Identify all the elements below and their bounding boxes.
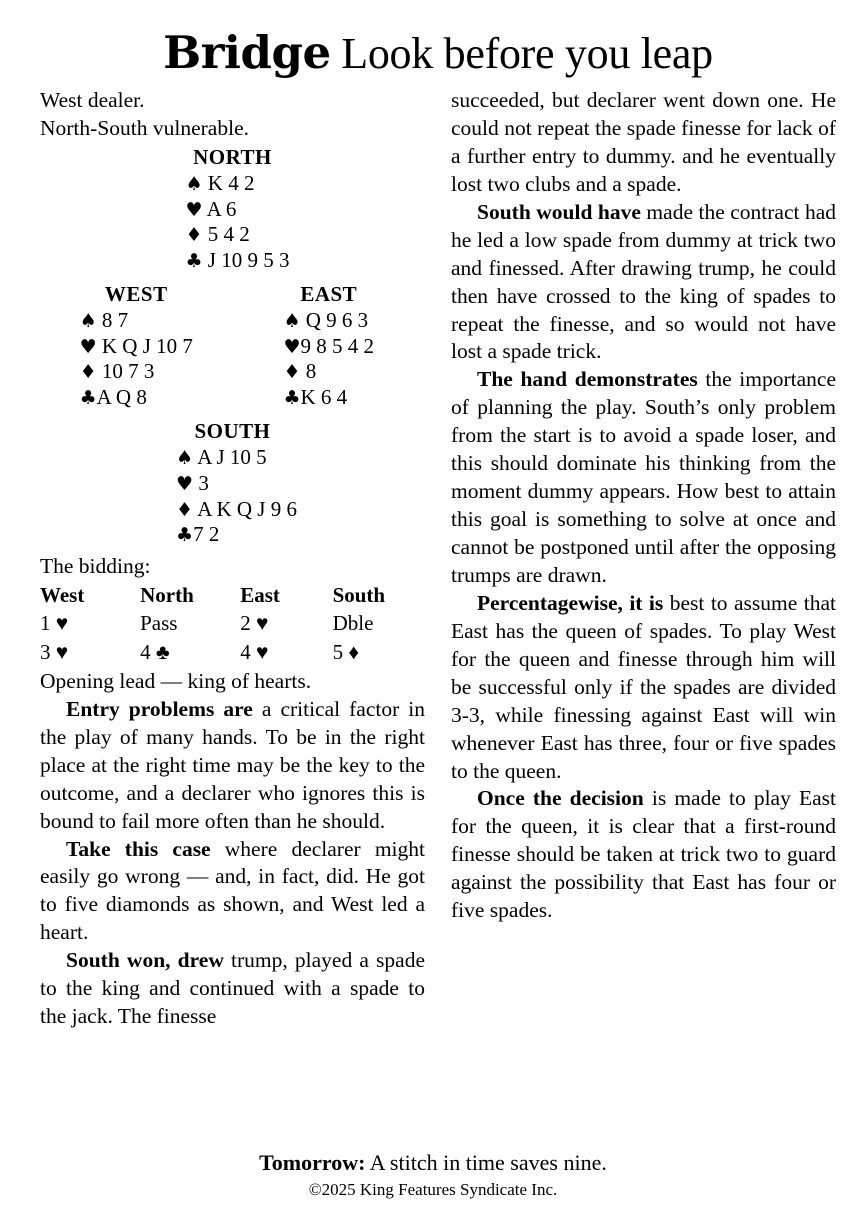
south-hand-block (40, 418, 425, 549)
east-spades-row (283, 308, 374, 334)
spade-icon: ♠ (283, 310, 301, 333)
west-spades-row (80, 308, 193, 334)
paragraph-text: trump, played a spade to the king and continued with a spade to the jack. The finesse (40, 948, 425, 1029)
bid-r1-c1: 4 ♣ (140, 639, 170, 664)
west-spades: 8 7 (101, 308, 129, 333)
bid-r1-c2: 4 ♥ (240, 639, 269, 664)
east-hearts-row (283, 334, 374, 360)
west-clubs: A Q 8 (96, 385, 147, 410)
paragraph-text: succeeded, but declarer went down one. He could not repeat the spade finesse for lack of a further entry to dummy. and he eventually lost two clubs and a spade. (451, 88, 836, 196)
heart-icon: ♥ (185, 198, 203, 221)
bid-r0-c0: 1 ♥ (40, 611, 69, 636)
vulnerability-line: North-South vulnerable. (40, 115, 249, 140)
north-hearts-row (186, 197, 290, 223)
paragraph (40, 696, 425, 836)
south-spades-row (176, 445, 297, 471)
south-clubs: 7 2 (193, 522, 220, 547)
east-clubs: K 6 4 (300, 385, 348, 410)
left-column (40, 87, 425, 1031)
footer (0, 1150, 866, 1200)
paragraph (451, 590, 836, 786)
paragraph (40, 836, 425, 948)
paragraph-text: is made to play East for the queen, it is clear that a first-round finesse should be taken at trick two to guard against the possibility that East has four or five spades. (451, 786, 836, 923)
west-diamonds: 10 7 3 (101, 359, 155, 384)
copyright: ©2025 King Features Syndicate Inc. (308, 1180, 558, 1199)
club-icon: ♣ (283, 387, 301, 410)
bidding-intro: The bidding: (40, 554, 151, 579)
bid-r0-c3: Dble (332, 611, 374, 636)
club-icon: ♣ (79, 387, 97, 410)
paragraph (451, 366, 836, 590)
tomorrow-label: Tomorrow: (259, 1150, 366, 1175)
opening-lead: Opening lead — king of hearts. (40, 668, 312, 693)
west-diamonds-row (80, 359, 193, 385)
east-hand (283, 308, 374, 410)
north-spades-row (186, 171, 290, 197)
diamond-icon: ♦ (283, 361, 301, 384)
south-spades: A J 10 5 (197, 445, 267, 470)
paragraph-lead: South won, drew (66, 948, 224, 973)
paragraph-lead: The hand demonstrates (477, 367, 698, 392)
bidding-header-north: North (140, 583, 194, 607)
paragraph-text: made the contract had he led a low spade from dummy at trick two and finessed. After drawing trump, he could then have crossed to the king of spades to repeat the finesse, and so would not have lost a spade trick. (451, 199, 836, 364)
spade-icon: ♠ (79, 310, 97, 333)
paragraph-lead: Once the decision (477, 786, 644, 811)
west-hearts-row (80, 334, 193, 360)
east-diamonds: 8 (305, 359, 317, 384)
west-hearts: K Q J 10 7 (101, 333, 193, 358)
north-hand-block (40, 144, 425, 275)
bidding-table (40, 582, 425, 667)
spade-icon: ♠ (185, 173, 203, 196)
paragraph-lead: Entry problems are (66, 696, 253, 721)
south-diamonds: A K Q J 9 6 (197, 496, 297, 521)
heart-icon: ♥ (176, 472, 194, 495)
bidding-header-south: South (332, 583, 386, 607)
heart-icon: ♥ (79, 335, 97, 358)
east-label: EAST (300, 281, 358, 306)
club-icon: ♣ (176, 524, 194, 547)
east-hand-block (233, 281, 426, 412)
paragraph-text: the importance of planning the play. South’s only problem from the start is to avoid a spade loser, and this should dominate his thinking from the moment dummy appears. How best to attain this goal is something to solve at once and cannot be postponed until after the opposing trumps are drawn. (451, 367, 836, 587)
bidding-header-west: West (40, 583, 85, 607)
tomorrow-line (0, 1150, 866, 1176)
west-label: WEST (104, 281, 168, 306)
club-icon: ♣ (185, 250, 203, 272)
paragraph-lead: South would have (477, 199, 641, 224)
paragraph (451, 87, 836, 199)
east-clubs-row (283, 385, 374, 411)
north-clubs: J 10 9 5 3 (207, 248, 290, 272)
right-column (451, 87, 836, 1031)
paragraph-lead: Percentagewise, it is (477, 590, 664, 615)
tomorrow-text: A stitch in time saves nine. (365, 1150, 607, 1175)
spade-icon: ♠ (176, 447, 194, 470)
diamond-icon: ♦ (185, 224, 203, 247)
north-diamonds-row (186, 222, 290, 248)
bid-r1-c0: 3 ♥ (40, 639, 69, 664)
west-hand-block (40, 281, 233, 412)
west-east-row (40, 281, 425, 412)
diamond-icon: ♦ (79, 361, 97, 384)
east-diamonds-row (283, 359, 374, 385)
south-hearts: 3 (198, 470, 209, 495)
bid-r0-c2: 2 ♥ (240, 611, 269, 636)
south-diamonds-row (176, 497, 297, 523)
west-hand (80, 308, 193, 410)
paragraph (451, 199, 836, 367)
bid-r0-c1: Pass (140, 611, 178, 636)
paragraph-text: where declarer might easily go wrong — and, in fact, did. He got to five diamonds as shown, and West led a heart. (40, 836, 426, 945)
article-columns (40, 87, 836, 1031)
south-hearts-row (176, 471, 297, 497)
south-hand (176, 445, 297, 547)
paragraph-lead: Take this case (66, 836, 211, 861)
north-clubs-row (186, 248, 290, 274)
table-row (40, 610, 425, 638)
south-clubs-row (176, 522, 297, 548)
dealer-line: West dealer. (40, 88, 145, 112)
east-spades: Q 9 6 3 (305, 308, 369, 333)
south-label: SOUTH (194, 419, 271, 443)
bidding-header-row (40, 582, 425, 610)
paragraph (451, 785, 836, 925)
bid-r1-c3: 5 ♦ (332, 639, 360, 664)
north-hearts: A 6 (206, 196, 237, 221)
north-diamonds: 5 4 2 (207, 222, 250, 247)
column-brand: Bridge (163, 26, 331, 79)
paragraph-text: best to assume that East has the queen of spades. To play West for the queen and finesse through him will be successful only if the spades are divided 3-3, while finessing against East will win whenever East has three, four or five spades to the queen. (451, 590, 836, 783)
masthead (40, 26, 836, 79)
bidding-header-east: East (240, 583, 280, 607)
heart-icon: ♥ (283, 335, 301, 358)
north-hand (186, 171, 290, 273)
north-spades: K 4 2 (207, 171, 255, 196)
diamond-icon: ♦ (176, 498, 194, 521)
paragraph (40, 947, 425, 1031)
column-tagline: Look before you leap (341, 29, 713, 78)
west-clubs-row (80, 385, 193, 411)
paragraph-text: a critical factor in the play of many hands. To be in the right place at the right time may be the key to the outcome, and a declarer who ignores this is bound to fail more often than he should. (40, 696, 426, 833)
table-row (40, 639, 425, 667)
north-label: NORTH (193, 144, 272, 169)
east-hearts: 9 8 5 4 2 (300, 333, 375, 358)
